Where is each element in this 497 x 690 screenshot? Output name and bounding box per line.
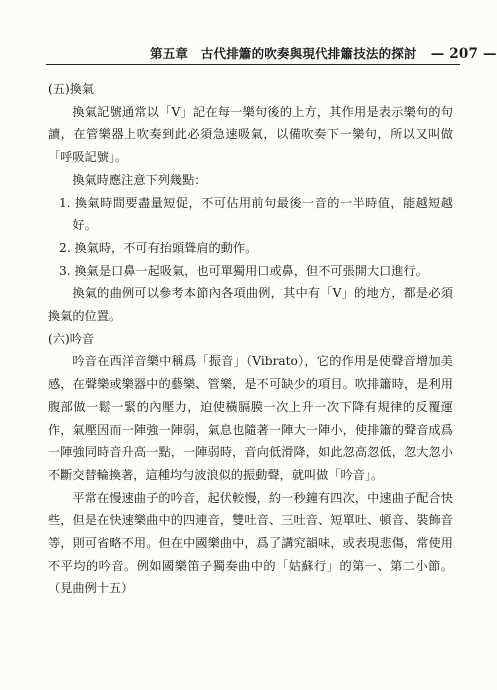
list-item: 2. 換氣時，不可有抬頭聳肩的動作。	[58, 240, 258, 255]
list-item: 1. 換氣時間要盡量短促，不可佔用前句最後一音的一半時值，能越短越好。	[58, 195, 453, 233]
paragraph: 吟音在西洋音樂中稱爲「振音」（Vibrato），它的作用是使聲音增加美感，在聲樂或樂器中的藝樂、管樂，是不可缺少的項目。吹排簫時，是利用腹部做一鬆一緊的內壓力，迫使橫膈膜一次上升一次下降有規律的反覆運作，氣壓因而一陣強一陣弱，氣息也隨著一陣大一陣小，使排簫的聲音成爲一陣強同時音升高一點，一陣弱時，音向低滑降，如此忽高忽低，忽大忽小不斷交替輪換著，這種均勻波浪似的振動聲，就叫做「吟音」。	[48, 354, 453, 482]
page-number: — 207 —	[430, 46, 497, 62]
paragraph: 換氣的曲例可以參考本節內各項曲例，其中有「V」的地方，都是必須換氣的位置。	[48, 286, 453, 324]
paragraph: 平常在慢速曲子的吟音，起伏較慢，約一秒鐘有四次，中速曲子配合快些，但是在快速樂曲中的四連音，雙吐音、三吐音、短單吐、頓音、裝飾音等，則可省略不用。但在中國樂曲中，爲了講究韻味，或表現悲傷，常使用不平均的吟音。例如國樂笛子獨奏曲中的「姑蘇行」的第一、第二小節。（見曲例十五）	[48, 490, 453, 596]
section-heading-breathing: (五)換氣	[48, 82, 95, 96]
header-divider	[46, 64, 460, 65]
section-heading-vibrato: (六)吟音	[48, 331, 95, 346]
page-body	[48, 78, 453, 600]
chapter-title: 第五章 古代排簫的吹奏與現代排簫技法的探討	[150, 46, 417, 61]
list-item: 3. 換氣是口鼻一起吸氣，也可單獨用口或鼻，但不可張開大口進行。	[58, 263, 428, 278]
paragraph: 換氣記號通常以「V」記在每一樂句後的上方，其作用是表示樂句的句讀，在管樂器上吹奏到此必須急速吸氣，以備吹奏下一樂句，所以又叫做「呼吸記號」。	[48, 104, 453, 165]
running-header	[150, 44, 497, 64]
paragraph: 換氣時應注意下列幾點：	[72, 172, 207, 187]
